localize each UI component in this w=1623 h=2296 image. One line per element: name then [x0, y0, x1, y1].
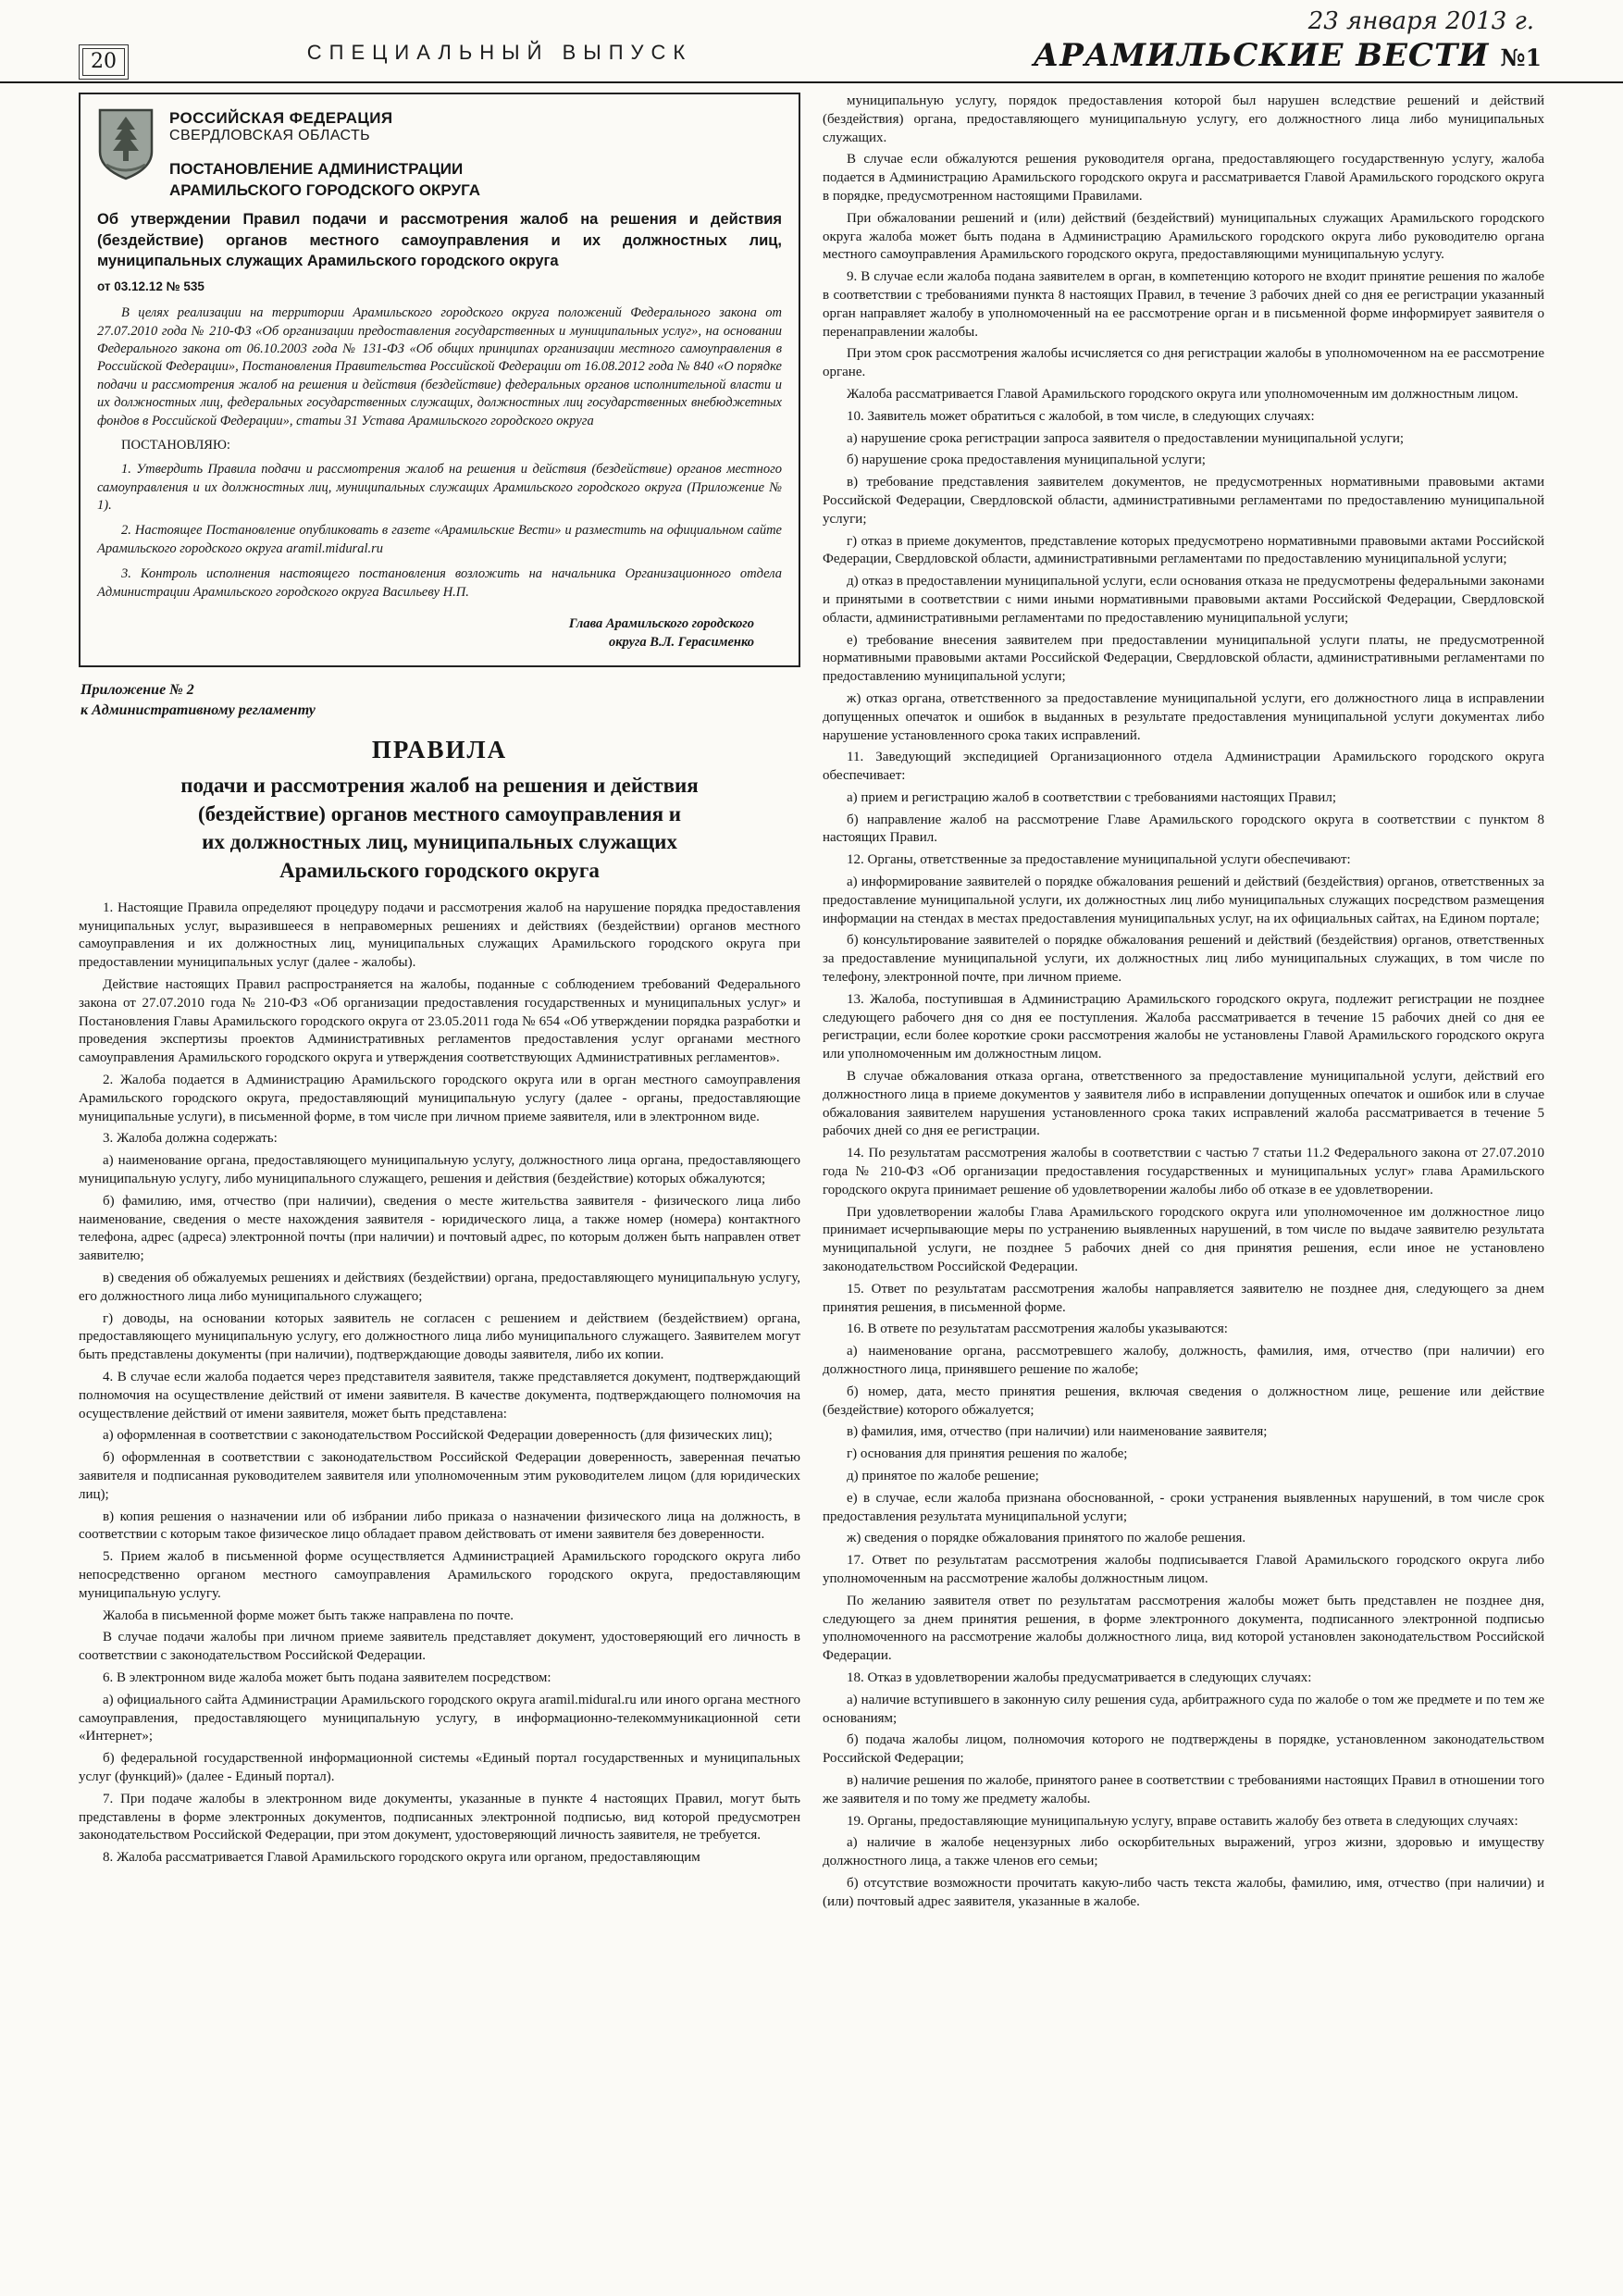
decree-title: Об утверждении Правил подачи и рассмотрения жалоб на решения и действия (бездействие) органов местного самоуправления и их должностных лиц, муниципальных служащих Арамильского городского округа [97, 210, 782, 270]
left-column [79, 93, 800, 1871]
paragraph: а) прием и регистрацию жалоб в соответствии с требованиями настоящих Правил; [847, 789, 1336, 805]
decree-items [97, 461, 782, 602]
paragraph: в) фамилия, имя, отчество (при наличии) или наименование заявителя; [847, 1424, 1268, 1440]
decree-preamble: В целях реализации на территории Арамильского городского округа положений Федерального закона от 27.07.2010 года № 210-ФЗ «Об организации предоставления государственных и муниципальных услуг», на основании Федерального закона от 06.10.2003 года № 131-ФЗ «Об общих принципах организации местного самоуправления в Российской Федерации», Постановления Правительства Российской Федерации от 16.08.2012 года № 840 «О порядке подачи и рассмотрения жалоб на решения и действия (бездействие) федеральных органов исполнительной власти и их должностных лиц, федеральных государственных служащих, должностных лиц государственных внебюджетных фондов в Российской Федерации», статьи 31 Устава Арамильского городского округа [97, 305, 782, 428]
decree-org-line-2: АРАМИЛЬСКОГО ГОРОДСКОГО ОКРУГА [169, 180, 480, 199]
paragraph: При этом срок рассмотрения жалобы исчисляется со дня регистрации жалобы в уполномоченном на ее рассмотрение органе. [823, 346, 1544, 380]
masthead-title: АРАМИЛЬСКИЕ ВЕСТИ [1033, 37, 1490, 74]
rules-title-line-4: их должностных лиц, муниципальных служащих [202, 830, 677, 854]
paragraph: муниципальную услугу, порядок предоставления которой был нарушен вследствие решений и действий (бездействия) органа, предоставляющего муниципальную услугу, его должностного лица либо муниципальных служащих. [823, 93, 1544, 145]
paragraph: б) направление жалоб на рассмотрение Главе Арамильского городского округа в соответствии с пунктом 8 настоящих Правил. [823, 812, 1544, 846]
paragraph: Жалоба рассматривается Главой Арамильского городского округа или уполномоченным им должностным лицом. [847, 386, 1518, 402]
rules-title [79, 736, 800, 884]
signature-line-2: округа В.Л. Герасименко [608, 635, 754, 651]
paragraph: б) оформленная в соответствии с законодательством Российской Федерации доверенность, заверенная печатью заявителя и подписанная руководителем заявителя или уполномоченным этим руководителем лицом (для юридических лиц); [79, 1450, 800, 1502]
paragraph: 19. Органы, предоставляющие муниципальную услугу, вправе оставить жалобу без ответа в следующих случаях: [847, 1813, 1518, 1829]
decree-org-line-1: ПОСТАНОВЛЕНИЕ АДМИНИСТРАЦИИ [169, 160, 464, 178]
federation-line: РОССИЙСКАЯ ФЕДЕРАЦИЯ [169, 109, 393, 127]
paragraph: д) принятое по жалобе решение; [847, 1468, 1039, 1483]
decree-box [79, 93, 800, 667]
paragraph: в) требование представления заявителем документов, не предусмотренных нормативными правовыми актами Российской Федерации, Свердловской области, административными регламентами по предоставлению муниципальной услуги; [823, 475, 1544, 527]
paragraph: 3. Контроль исполнения настоящего постановления возложить на начальника Организационного отдела Администрации Арамильского городского округа Васильеву Н.П. [97, 566, 782, 600]
paragraph: 12. Органы, ответственные за предоставление муниципальной услуги обеспечивают: [847, 852, 1351, 868]
rules-body-right [823, 93, 1544, 1912]
paragraph: в) наличие решения по жалобе, принятого ранее в соответствии с требованиями настоящих Правил в отношении того же заявителя и по тому же предмету жалобы. [823, 1772, 1544, 1806]
paragraph: 3. Жалоба должна содержать: [103, 1131, 278, 1147]
paragraph: 11. Заведующий экспедицией Организационного отдела Администрации Арамильского городского округа обеспечивает: [823, 750, 1544, 784]
decree-date-number: от 03.12.12 № 535 [97, 279, 204, 294]
paragraph: 17. Ответ по результатам рассмотрения жалобы подписывается Главой Арамильского городского округа либо уполномоченным на рассмотрение жалобы должностным лицом. [823, 1553, 1544, 1586]
paragraph: а) официального сайта Администрации Арамильского городского округа aramil.midural.ru или иного органа местного самоуправления, предоставляющего муниципальную услугу, в информационно-телекоммуникационной сети «Интернет»; [79, 1692, 800, 1744]
paragraph: 5. Прием жалоб в письменной форме осуществляется Администрацией Арамильского городского округа либо непосредственно органом местного самоуправления Арамильского городского округа, предоставляющим муниципальную услугу. [79, 1549, 800, 1601]
paragraph: в) сведения об обжалуемых решениях и действиях (бездействии) органа, предоставляющего муниципальную услугу, его должностного лица либо муниципального служащего; [79, 1271, 800, 1304]
paragraph: 6. В электронном виде жалоба может быть подана заявителем посредством: [103, 1669, 551, 1685]
paragraph: а) наличие в жалобе нецензурных либо оскорбительных выражений, угроз жизни, здоровью и имуществу должностного лица, а также членов его семьи; [823, 1835, 1544, 1869]
paragraph: а) нарушение срока регистрации запроса заявителя о предоставлении муниципальной услуги; [847, 430, 1405, 446]
paragraph: При обжаловании решений и (или) действий (бездействий) муниципальных служащих Арамильского городского округа жалоба может быть подана в Администрацию Арамильского городского округа либо руководителю органа местного самоуправления Арамильского городского округа, предоставляющими муниципальную услугу. [823, 210, 1544, 263]
paragraph: 15. Ответ по результатам рассмотрения жалобы направляется заявителю не позднее дня, следующего за днем принятия решения, в письменной форме. [823, 1281, 1544, 1315]
paragraph: а) наименование органа, рассмотревшего жалобу, должность, фамилия, имя, отчество (при наличии) его должностного лица, принявшего решение по жалобе; [823, 1344, 1544, 1377]
paragraph: 9. В случае если жалоба подана заявителем в орган, в компетенцию которого не входит принятие решения по жалобе в соответствии с требованиями пункта 8 настоящих Правил, в течение 3 рабочих дней со дня ее регистрации указанный орган направляет жалобу в уполномоченный на ее рассмотрение орган и в письменной форме информирует заявителя о перенаправлении жалобы. [823, 269, 1544, 340]
masthead [1034, 37, 1542, 74]
paragraph: 1. Утвердить Правила подачи и рассмотрения жалоб на решения и действия (бездействие) органов местного самоуправления и их должностных лиц, муниципальных служащих Арамильского городского округа (Приложение № 1). [97, 462, 782, 513]
decree-header-text [169, 107, 480, 202]
page-number-box [79, 44, 129, 80]
paragraph: а) информирование заявителей о порядке обжалования решений и действий (бездействия) органов, ответственных за предоставление муниципальной услуги, их должностных лиц либо муниципальных служащих посредством размещения информации на стендах в местах предоставления муниципальных услуг, на их официальных сайтах, на Едином портале; [823, 875, 1544, 926]
paragraph: г) отказ в приеме документов, представление которых предусмотрено нормативными правовыми актами Российской Федерации, Свердловской области, административными регламентами по предоставлению муниципальной услуги; [823, 533, 1544, 567]
rules-title-line-1: ПРАВИЛА [371, 736, 508, 764]
paragraph: ж) сведения о порядке обжалования принятого по жалобе решения. [847, 1531, 1246, 1546]
signature-line-1: Глава Арамильского городского [568, 616, 754, 632]
paragraph: 4. В случае если жалоба подается через представителя заявителя, также представляется документ, подтверждающий полномочия на осуществление действий от имени заявителя. В качестве документа, подтверждающего полномочия на осуществление действий от имени заявителя, может быть представлена: [79, 1370, 800, 1421]
paragraph: 10. Заявитель может обратиться с жалобой, в том числе, в следующих случаях: [847, 408, 1315, 424]
rules-title-line-2: подачи и рассмотрения жалоб на решения и действия [180, 774, 699, 798]
page-number: 20 [82, 48, 125, 76]
paragraph: а) наименование органа, предоставляющего муниципальную услугу, должностного лица органа, предоставляющего муниципальную услугу, либо муниципального служащего, решения и действия (бездействие) которых обжалуются; [79, 1153, 800, 1187]
paragraph: Действие настоящих Правил распространяется на жалобы, поданные с соблюдением требований Федерального закона от 27.07.2010 года № 210-ФЗ «Об организации предоставления государственных и муниципальных услуг» и Постановления Главы Арамильского городского округа от 23.05.2011 года № 654 «Об утверждении порядка разработки и проведения экспертизы проектов Административных регламентов предоставления услуг органами местного самоуправления Арамильского городского округа и утверждения соответствующих Административных регламентов». [79, 977, 800, 1066]
paragraph: в) копия решения о назначении или об избрании либо приказа о назначении физического лица на должность, в соответствии с которым такое физическое лицо обладает правом действовать от имени заявителя без доверенности. [79, 1508, 800, 1543]
paragraph: б) подача жалобы лицом, полномочия которого не подтверждены в порядке, установленном законодательством Российской Федерации; [823, 1732, 1544, 1767]
paragraph: а) оформленная в соответствии с законодательством Российской Федерации доверенность (для физических лиц); [103, 1428, 773, 1444]
coat-of-arms-icon [97, 107, 155, 202]
rules-title-line-3: (бездействие) органов местного самоуправления и [197, 801, 682, 825]
paragraph: Жалоба в письменной форме может быть также направлена по почте. [103, 1607, 514, 1623]
paragraph: 7. При подаче жалобы в электронном виде документы, указанные в пункте 4 настоящих Правил, могут быть представлены в форме электронных документов, подписанных электронной подписью, вид которой предусмотрен законодательством Российской Федерации, при этом документ, удостоверяющий личность заявителя, не требуется. [79, 1791, 800, 1843]
paragraph: а) наличие вступившего в законную силу решения суда, арбитражного суда по жалобе о том же предмете и по тем же основаниям; [823, 1692, 1544, 1726]
issue-number: №1 [1500, 44, 1542, 71]
paragraph: б) консультирование заявителей о порядке обжалования решений и действий (бездействия) органов, ответственных за предоставление муниципальной услуги, их должностных лиц либо муниципальных служащих, в том числе по телефону, электронной почте, при личном приеме. [823, 933, 1544, 986]
paragraph: 2. Жалоба подается в Администрацию Арамильского городского округа или в орган местного самоуправления Арамильского городского округа, предоставляющий муниципальную услугу (далее - органы, предоставляющие муниципальные услуги), в письменной форме, в том числе при личном приеме заявителя, или в электронном виде. [79, 1073, 800, 1124]
paragraph: В случае обжалования отказа органа, ответственного за предоставление муниципальной услуги, действий его должностного лица в приеме документов у заявителя либо в исправлении допущенных опечаток и ошибок или в случае обжалования заявителем нарушения установленного срока таких исправлений жалоба рассматривается в течение 5 рабочих дней со дня ее регистрации. [823, 1069, 1544, 1139]
signature-block [97, 614, 754, 652]
rules-title-line-5: Арамильского городского округа [279, 858, 600, 882]
paragraph: г) доводы, на основании которых заявитель не согласен с решением и действием (бездействием) органа, предоставляющего муниципальную услугу, его должностного лица либо муниципального служащего. Заявителем могут быть представлены документы (при наличии), подтверждающие доводы заявителя, либо их копии. [79, 1310, 800, 1363]
appendix-line-2: к Административному регламенту [81, 702, 316, 719]
rules-body-left [79, 900, 800, 1868]
paragraph: б) отсутствие возможности прочитать какую-либо часть текста жалобы, фамилию, имя, отчество (при наличии) и (или) почтовый адрес заявителя, указанные в жалобе. [823, 1875, 1544, 1909]
paragraph: 16. В ответе по результатам рассмотрения жалобы указываются: [847, 1322, 1228, 1337]
section-title: СПЕЦИАЛЬНЫЙ ВЫПУСК [306, 41, 693, 64]
paragraph: 18. Отказ в удовлетворении жалобы предусматривается в следующих случаях: [847, 1669, 1312, 1685]
paragraph: е) в случае, если жалоба признана обоснованной, - сроки устранения выявленных нарушений, в том числе срок предоставления результата муниципальной услуги; [823, 1490, 1544, 1524]
appendix-line-1: Приложение № 2 [81, 681, 194, 698]
region-line: СВЕРДЛОВСКАЯ ОБЛАСТЬ [169, 128, 371, 143]
paragraph: По желанию заявителя ответ по результатам рассмотрения жалобы может быть представлен не позднее дня, следующего за днем принятия решения, в форме электронного документа, подписанного электронной подписью уполномоченного на рассмотрение жалобы должностного лица, вид которой установлен законодательством Российской Федерации. [823, 1593, 1544, 1664]
paragraph: б) федеральной государственной информационной системы «Единый портал государственных и муниципальных услуг (функций)» (далее - Единый портал). [79, 1751, 800, 1784]
paragraph: д) отказ в предоставлении муниципальной услуги, если основания отказа не предусмотрены федеральными законами и принятыми в соответствии с ними иными нормативными правовыми актами Российской Федерации, Свердловской области, административными регламентами по предоставлению муниципальной услуги; [823, 574, 1544, 626]
appendix-label [81, 680, 800, 722]
right-column [823, 93, 1544, 1916]
header-divider [0, 81, 1623, 83]
paragraph: б) фамилию, имя, отчество (при наличии), сведения о месте жительства заявителя - физического лица либо наименование, сведения о месте нахождения заявителя - юридического лица, а также номер (номера) контактного телефона, адрес (адреса) электронной почты (при наличии) и почтовый адрес, по которым должен быть направлен ответ заявителю; [79, 1193, 800, 1264]
paragraph: В случае подачи жалобы при личном приеме заявитель представляет документ, удостоверяющий его личность в соответствии с законодательством Российской Федерации. [79, 1630, 800, 1664]
paragraph: 14. По результатам рассмотрения жалобы в соответствии с частью 7 статьи 11.2 Федерального закона от 27.07.2010 года № 210-ФЗ «Об организации предоставления государственных и муниципальных услуг» глава Арамильского городского округа принимает решение об удовлетворении жалобы либо об отказе в ее удовлетворении. [823, 1146, 1544, 1198]
paragraph: При удовлетворении жалобы Глава Арамильского городского округа или уполномоченное им должностное лицо принимает исчерпывающие меры по устранению выявленных нарушений, в том числе по выдаче заявителю результата муниципальной услуги, не позднее 5 рабочих дней со дня принятия решения, если иное не установлено законодательством Российской Федерации. [823, 1204, 1544, 1275]
paragraph: г) основания для принятия решения по жалобе; [847, 1446, 1128, 1462]
paragraph: е) требование внесения заявителем при предоставлении муниципальной услуги платы, не предусмотренной нормативными правовыми актами Российской Федерации, Свердловской области, административными регламентами по предоставлению муниципальной услуги; [823, 632, 1544, 685]
paragraph: б) номер, дата, место принятия решения, включая сведения о должностном лице, решение или действие (бездействие) которого обжалуется; [823, 1384, 1544, 1418]
paragraph: 2. Настоящее Постановление опубликовать в газете «Арамильские Вести» и разместить на официальном сайте Арамильского городского округа aramil.midural.ru [97, 523, 782, 556]
paragraph: В случае если обжалуются решения руководителя органа, предоставляющего государственную услугу, жалоба подается в Администрацию Арамильского городского округа и рассматривается Главой Арамильского городского округа в порядке, предусмотренном настоящими Правилами. [823, 152, 1544, 204]
paragraph: ж) отказ органа, ответственного за предоставление муниципальной услуги, его должностного лица в исправлении допущенных опечаток и ошибок в выданных в результате предоставления муниципальной услуги документах либо нарушение установленного срока таких исправлений. [823, 690, 1544, 743]
paragraph: 8. Жалоба рассматривается Главой Арамильского городского округа или органом, предоставляющим [103, 1850, 700, 1866]
decree-resolve-heading: ПОСТАНОВЛЯЮ: [121, 438, 230, 453]
content-columns [79, 93, 1544, 1916]
paragraph: 13. Жалоба, поступившая в Администрацию Арамильского городского округа, подлежит регистрации не позднее следующего рабочего дня со дня ее поступления. Жалоба рассматривается в течение 15 рабочих дней со дня ее регистрации, если более короткие сроки рассмотрения жалобы не установлены Главой Арамильского городского округа или уполномоченным им должностным лицом. [823, 991, 1544, 1062]
paragraph: 1. Настоящие Правила определяют процедуру подачи и рассмотрения жалоб на нарушение порядка предоставления муниципальных услуг, выразившееся в неправомерных решениях и действиях (бездействии) органов местного самоуправления и их должностных лиц, муниципальных служащих Арамильского городского округа при предоставлении муниципальных услуг (далее - жалобы). [79, 900, 800, 971]
issue-date: 23 января 2013 г. [1307, 7, 1534, 35]
paragraph: б) нарушение срока предоставления муниципальной услуги; [847, 453, 1206, 468]
decree-header [97, 107, 782, 202]
